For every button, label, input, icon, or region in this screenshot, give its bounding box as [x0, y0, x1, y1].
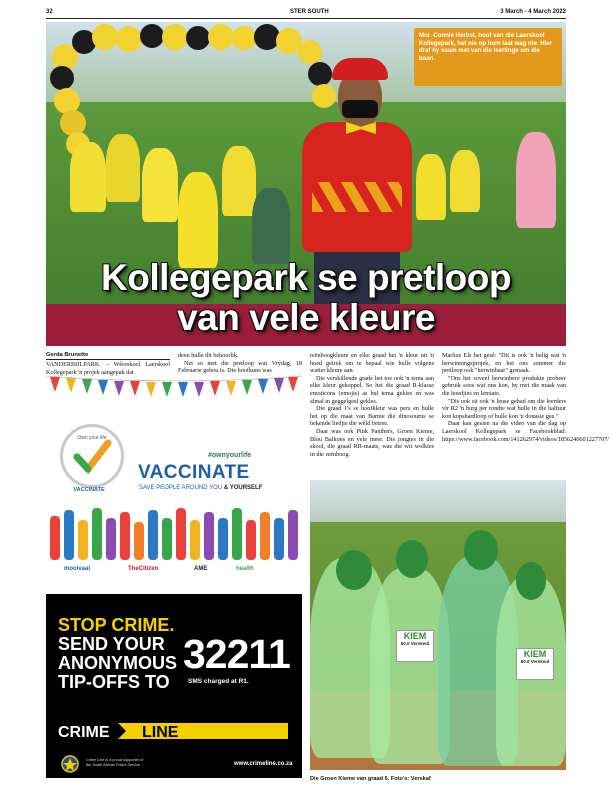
paragraph: "Ons het soveel herwinbere produkte probeer gebruik soos wat ons kon, by met die maak van die hoedjies en lemiate.	[442, 374, 566, 397]
logo-health: health	[236, 566, 254, 572]
header-rule	[46, 18, 566, 19]
bib-sub: 60.0 Verskeul	[520, 659, 550, 664]
paragraph: Die graad 1's se hoofkleur was pers en hulle het op die maat van Barnie die dinosourus se bekende liedjie die wêld betree.	[310, 405, 434, 428]
page-header	[46, 6, 566, 18]
article-col-3	[310, 352, 434, 458]
headline-line-2: van vele kleure	[177, 297, 435, 338]
hashtag: #ownyourlife	[208, 452, 252, 459]
crime-footer-note: Crime Line is a proud supporter of the South African Police Service	[86, 758, 144, 767]
page-number: 32	[46, 9, 53, 15]
photo2-caption: Die Groen Kieme van graad 6. Foto's: Verskaf	[310, 776, 431, 782]
badge-label: VACCINATE	[73, 487, 105, 493]
paragraph: Daar was ook Pink Panthers, Groen Kieme, Blou Balkons en vele meer. Die jongtes in die skool, die graad RR-maats, was die wit wolkies in die reënboog.	[310, 427, 434, 458]
checkmark-icon	[63, 427, 121, 485]
bunting-decoration	[46, 372, 302, 406]
raised-hands-graphic	[46, 506, 302, 560]
crime-body-line: TIP-OFFS TO	[58, 672, 170, 692]
race-bib	[516, 648, 554, 680]
saps-badge-icon	[60, 754, 80, 774]
crime-headline: STOP CRIME.	[58, 615, 175, 635]
logo-mooivaal: mooivaal	[64, 566, 91, 572]
article-col-4	[442, 352, 609, 443]
hero-photo	[46, 22, 566, 346]
sms-note: SMS charged at R1.	[188, 678, 249, 685]
race-bib	[396, 630, 434, 662]
paragraph: Marlize Els het gesê: "Dit is ook 'n belig wat 'n herwinningsprojek, en het ons sommer die pretloop ook "herwinbaar" gemaak.	[442, 352, 566, 375]
vaccinate-headline: VACCINATE	[138, 462, 250, 483]
paragraph: Daar kan gesien na die video van die dag op Laerskool Kollegepark se Facebookblad: https://www.facebook.com/141262974/videos/1856240601227707/	[442, 420, 609, 443]
green-germs-photo	[310, 480, 566, 770]
paragraph: Die verskillende grade het toe ook 'n tema aan elke kleur gekoppel. So het die graad R-klasse emoticons (emojis) as hul tema gekies en was almal in geggelgeel gekles.	[310, 374, 434, 405]
bib-sub: 60.0 Verskeul	[400, 641, 430, 646]
sponsor-logos	[46, 562, 302, 582]
logo-ame: AME	[194, 566, 208, 572]
sms-number: 32211	[183, 631, 290, 677]
headline-line-1: Kollegepark se pretloop	[101, 257, 511, 298]
bib-title: KIEM	[403, 631, 427, 641]
photo2-sky	[310, 480, 566, 522]
crime-body-line: SEND YOUR	[58, 634, 165, 654]
vaccinate-sub-emphasis: & YOURSELF	[223, 485, 263, 491]
paragraph: Net so met die pretloop wat Vrydag, 18 Februarie gehou is. Die hoofkuns was	[178, 359, 302, 375]
badge-top-text: Own your life	[77, 435, 107, 441]
paragraph: "Dis ook sit ook 'n leuse gehad om die leerders vir R2 'n burg per rondte wat hulle in die halfuur kon kopshardloop of hulle kon 'n donasie gee."	[442, 397, 566, 420]
vaccinate-sub-text: SAVE PEOPLE AROUND YOU	[139, 485, 223, 491]
vaccinate-ad	[46, 410, 302, 586]
publication-name: STER SOUTH	[290, 9, 329, 15]
photo-caption-box: Mnr. Connie Herbst, hoof van die Laerskool Kollegepark, het nie op hom laat wag nie. Hier draf hy saam met van die leerlinge om die baan.	[414, 28, 562, 86]
crimeline-url: www.crimeline.co.za	[234, 761, 293, 767]
logo-citizen: TheCitizen	[128, 566, 159, 572]
byline: Gerda Brunette	[46, 352, 170, 360]
vaccinate-subline	[139, 485, 262, 491]
vaccinate-badge	[60, 424, 124, 488]
crimeline-brand-a: CRIME	[58, 724, 110, 740]
issue-date: 3 March - 4 March 2022	[500, 9, 566, 15]
headline	[46, 258, 566, 338]
paragraph: reënboogkleure en elke graad het 'n kleur uit 'n hoed getrek om te bepaal wie hulle volgens watter kleure aan.	[310, 352, 434, 375]
paragraph: VANDERBIJLPARK. – Wêreskool Laerskool Kollegepark 'n projek aangepak dat	[46, 361, 170, 376]
crime-body-line: ANONYMOUS	[58, 653, 178, 673]
bib-title: KIEM	[523, 649, 547, 659]
crimeline-logo	[58, 722, 288, 740]
paragraph: deen hulle dit behoorlik.	[178, 352, 239, 359]
crimeline-brand-b: LINE	[142, 724, 179, 740]
crimeline-ad	[46, 594, 302, 778]
